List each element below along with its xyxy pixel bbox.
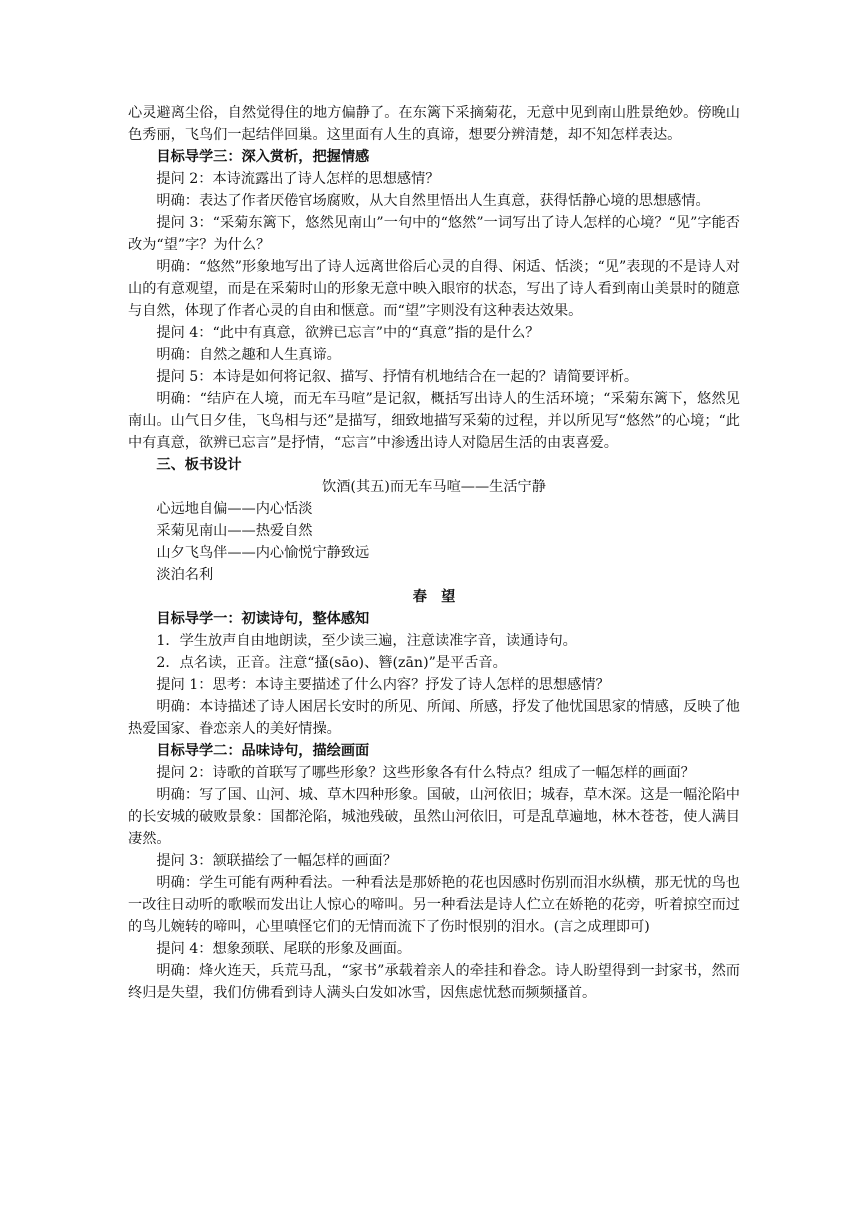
document-body — [128, 102, 740, 1004]
paragraph: 明确：本诗描述了诗人困居长安时的所见、所闻、所感，抒发了他忧国思家的情感，反映了他热爱国家、眷恋亲人的美好情操。 — [128, 699, 740, 737]
paragraph: 提问 3：“采菊东篱下，悠然见南山”一句中的“悠然”一词写出了诗人怎样的心境？“见”字能否改为“望”字？为什么？ — [128, 215, 740, 253]
paragraph: 饮酒(其五)而无车马喧——生活宁静 — [322, 479, 546, 495]
paragraph: 提问 1：思考：本诗主要描述了什么内容？抒发了诗人怎样的思想感情？ — [156, 677, 610, 693]
paragraph: 山夕飞鸟伴——内心愉悦宁静致远 — [156, 545, 370, 561]
paragraph: 明确：“结庐在人境，而无车马喧”是记叙，概括写出诗人的生活环境；“采菊东篱下，悠然见南山。山气日夕佳，飞鸟相与还”是描写，细致地描写采菊的过程，并以所见写“悠然”的心境；“此中有真意，欲辨已忘言”是抒情，“忘言”中渗透出诗人对隐居生活的由衷喜爱。 — [128, 391, 740, 451]
paragraph: 淡泊名利 — [156, 567, 214, 583]
section-heading: 目标导学三：深入赏析，把握情感 — [156, 149, 370, 165]
section-heading: 三、板书设计 — [156, 457, 242, 473]
paragraph: 心远地自偏——内心恬淡 — [156, 501, 313, 517]
paragraph: 心灵避离尘俗，自然觉得住的地方偏静了。在东篱下采摘菊花，无意中见到南山胜景绝妙。傍晚山色秀丽，飞鸟们一起结伴回巢。这里面有人生的真谛，想要分辨清楚，却不知怎样表达。 — [128, 105, 740, 143]
section-heading: 目标导学一：初读诗句，整体感知 — [156, 611, 370, 627]
paragraph: 采菊见南山——热爱自然 — [156, 523, 313, 539]
paragraph: 明确：学生可能有两种看法。一种看法是那娇艳的花也因感时伤别而泪水纵横，那无忧的鸟也一改往日动听的歌喉而发出让人惊心的啼叫。另一种看法是诗人伫立在娇艳的花旁，听着掠空而过的鸟儿婉转的啼叫，心里嗔怪它们的无情而流下了伤时恨别的泪水。(言之成理即可) — [128, 875, 740, 935]
paragraph: 2．点名读，正音。注意“搔(sāo)、簪(zān)”是平舌音。 — [156, 655, 507, 671]
paragraph: 提问 3：颔联描绘了一幅怎样的画面？ — [156, 853, 397, 869]
paragraph: 明确：表达了作者厌倦官场腐败，从大自然里悟出人生真意，获得恬静心境的思想感情。 — [156, 193, 710, 209]
paragraph: 提问 5：本诗是如何将记叙、描写、抒情有机地结合在一起的？请简要评析。 — [156, 369, 639, 385]
section-heading: 目标导学二：品味诗句，描绘画面 — [156, 743, 370, 759]
paragraph: 提问 4：想象颈联、尾联的形象及画面。 — [156, 941, 412, 957]
paragraph: 1．学生放声自由地朗读，至少读三遍，注意读准字音，读通诗句。 — [156, 633, 577, 649]
paragraph: 明确：“悠然”形象地写出了诗人远离世俗后心灵的自得、闲适、恬淡；“见”表现的不是诗人对山的有意观望，而是在采菊时山的形象无意中映入眼帘的状态，写出了诗人看到南山美景时的随意与自然，体现了作者心灵的自由和惬意。而“望”字则没有这种表达效果。 — [128, 259, 740, 319]
paragraph: 明确：烽火连天，兵荒马乱，“家书”承载着亲人的牵挂和眷念。诗人盼望得到一封家书，然而终归是失望，我们仿佛看到诗人满头白发如冰雪，因焦虑忧愁而频频搔首。 — [128, 963, 740, 1001]
paragraph: 明确：自然之趣和人生真谛。 — [156, 347, 341, 363]
paragraph: 提问 2：诗歌的首联写了哪些形象？这些形象各有什么特点？组成了一幅怎样的画面？ — [156, 765, 695, 781]
paragraph: 明确：写了国、山河、城、草木四种形象。国破，山河依旧；城春，草木深。这是一幅沦陷中的长安城的破败景象：国都沦陷，城池残破，虽然山河依旧，可是乱草遍地，林木苍苍，使人满目凄然。 — [128, 787, 740, 847]
paragraph: 提问 2：本诗流露出了诗人怎样的思想感情？ — [156, 171, 440, 187]
poem-title: 春望 — [412, 589, 470, 605]
paragraph: 提问 4：“此中有真意，欲辨已忘言”中的“真意”指的是什么？ — [156, 325, 540, 341]
